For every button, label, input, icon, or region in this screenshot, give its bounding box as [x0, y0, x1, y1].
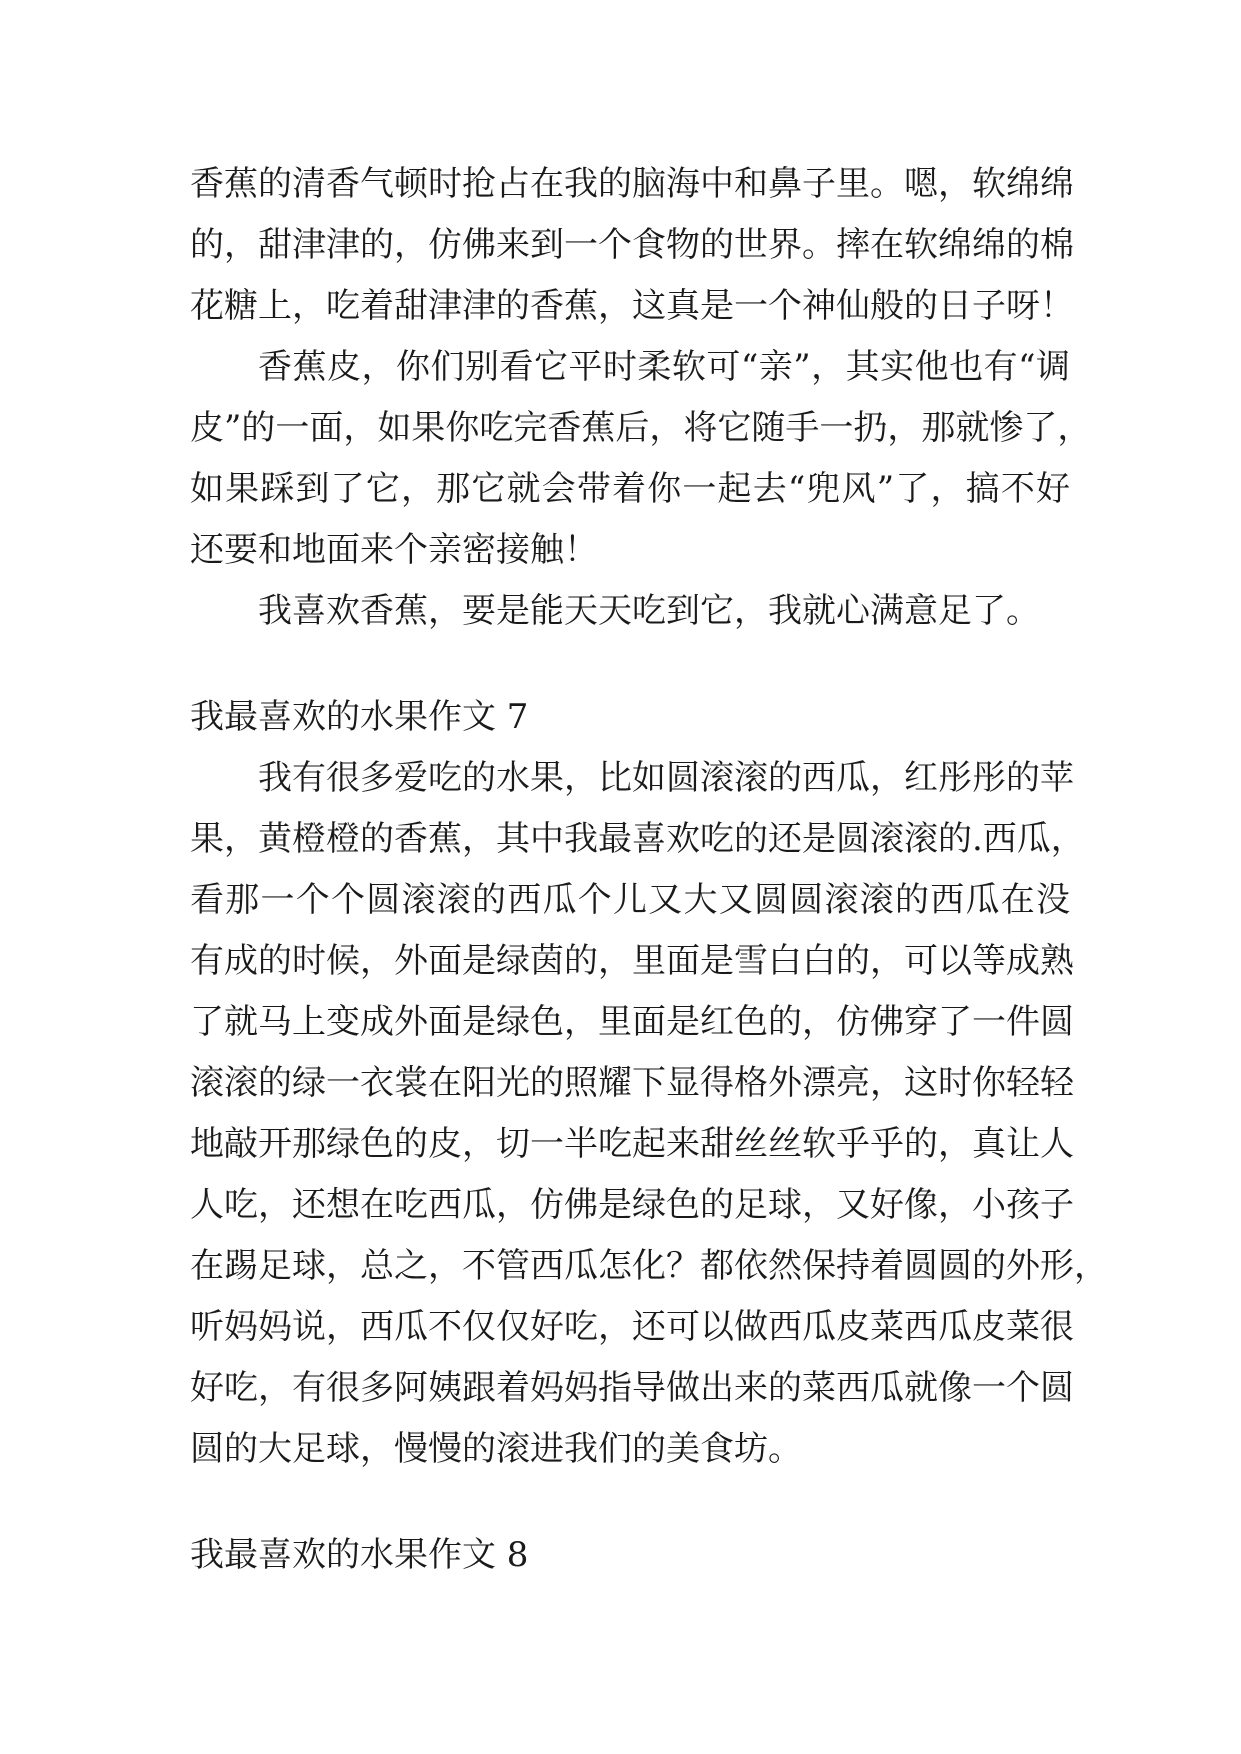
paragraph-line: 花糖上，吃着甜津津的香蕉，这真是一个神仙般的日子呀！ — [190, 286, 1074, 326]
paragraph-line: 如果踩到了它，那它就会带着你一起去“兜风”了，搞不好 — [190, 469, 1070, 509]
section-title: 我最喜欢的水果作文 8 — [190, 1535, 529, 1575]
paragraph-line: 皮”的一面，如果你吃完香蕉后，将它随手一扔，那就惨了， — [190, 408, 1092, 448]
paragraph-line: 地敲开那绿色的皮，切一半吃起来甜丝丝软乎乎的，真让人 — [190, 1124, 1074, 1164]
paragraph-line: 我有很多爱吃的水果，比如圆滚滚的西瓜，红彤彤的苹 — [258, 758, 1074, 798]
paragraph-line: 人吃，还想在吃西瓜，仿佛是绿色的足球，又好像，小孩子 — [190, 1185, 1074, 1225]
paragraph-line: 滚滚的绿一衣裳在阳光的照耀下显得格外漂亮，这时你轻轻 — [190, 1063, 1074, 1103]
paragraph-line: 好吃，有很多阿姨跟着妈妈指导做出来的菜西瓜就像一个圆 — [190, 1368, 1074, 1408]
paragraph-line: 还要和地面来个亲密接触！ — [190, 530, 598, 570]
paragraph-line: 看那一个个圆滚滚的西瓜个儿又大又圆圆滚滚的西瓜在没 — [190, 880, 1070, 920]
paragraph-line: 了就马上变成外面是绿色，里面是红色的，仿佛穿了一件圆 — [190, 1002, 1074, 1042]
paragraph-line: 香蕉皮，你们别看它平时柔软可“亲”，其实他也有“调 — [258, 347, 1070, 387]
paragraph-line: 的，甜津津的，仿佛来到一个食物的世界。摔在软绵绵的棉 — [190, 225, 1074, 265]
paragraph-line: 我喜欢香蕉，要是能天天吃到它，我就心满意足了。 — [258, 591, 1040, 631]
paragraph-line: 在踢足球，总之，不管西瓜怎化？都依然保持着圆圆的外形， — [190, 1246, 1108, 1286]
paragraph-line: 香蕉的清香气顿时抢占在我的脑海中和鼻子里。嗯，软绵绵 — [190, 164, 1074, 204]
paragraph-line: 有成的时候，外面是绿茵的，里面是雪白白的，可以等成熟 — [190, 941, 1074, 981]
paragraph-line: 果，黄橙橙的香蕉，其中我最喜欢吃的还是圆滚滚的.西瓜， — [190, 819, 1085, 859]
paragraph-line: 圆的大足球，慢慢的滚进我们的美食坊。 — [190, 1429, 802, 1469]
paragraph-line: 听妈妈说，西瓜不仅仅好吃，还可以做西瓜皮菜西瓜皮菜很 — [190, 1307, 1074, 1347]
section-title: 我最喜欢的水果作文 7 — [190, 697, 529, 737]
